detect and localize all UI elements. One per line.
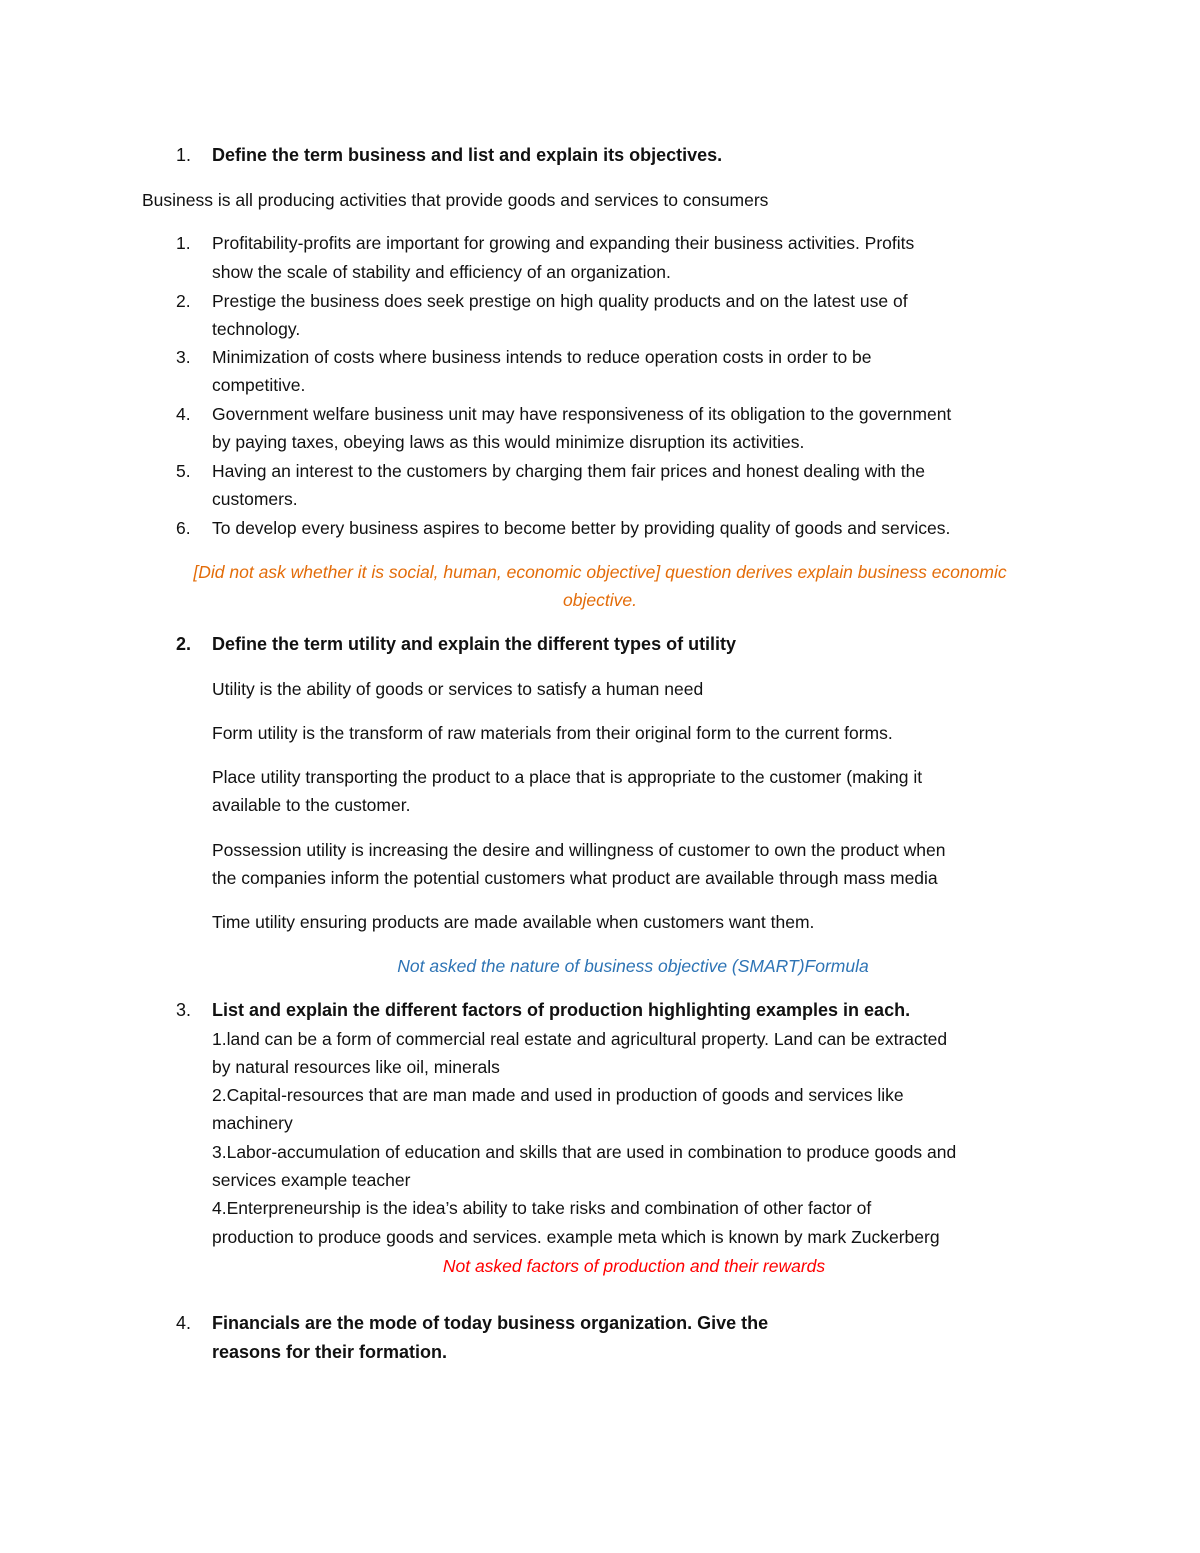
q3-line: services example teacher: [212, 1170, 411, 1190]
q1-objective-number: 3.: [176, 347, 191, 367]
q1-objective-line: competitive.: [212, 375, 306, 395]
q1-objective-number: 4.: [176, 404, 191, 424]
q1-objective-line: Minimization of costs where business intends to reduce operation costs in order to be: [212, 347, 872, 367]
q3-annotation: Not asked factors of production and their rewards: [442, 1256, 826, 1276]
q2-paragraph: Place utility transporting the product to a place that is appropriate to the customer (making it: [212, 767, 923, 787]
q1-objective-number: 1.: [176, 233, 191, 253]
q1-objective-number: 6.: [176, 518, 191, 538]
q1-objective-line: Prestige the business does seek prestige on high quality products and on the latest use of: [212, 291, 908, 311]
q1-objective-line: Having an interest to the customers by charging them fair prices and honest dealing with the: [212, 461, 926, 481]
q3-line: 2.Capital-resources that are man made and used in production of goods and services like: [212, 1085, 904, 1105]
q1-objective-number: 5.: [176, 461, 191, 481]
q2-paragraph: Possession utility is increasing the desire and willingness of customer to own the product when: [212, 840, 946, 860]
q3-line: production to produce goods and services. example meta which is known by mark Zuckerberg: [212, 1227, 940, 1247]
q2-paragraph: Time utility ensuring products are made available when customers want them.: [212, 912, 815, 932]
q3-number: 3.: [176, 1000, 192, 1020]
q2-paragraph: available to the customer.: [212, 795, 411, 815]
q1-objective-line: technology.: [212, 319, 301, 339]
q4-title: reasons for their formation.: [212, 1342, 448, 1362]
q3-line: machinery: [212, 1113, 293, 1133]
q1-objective-line: To develop every business aspires to become better by providing quality of goods and services.: [212, 518, 951, 538]
q1-objective-line: customers.: [212, 489, 298, 509]
q1-objective-number: 2.: [176, 291, 191, 311]
q1-objective-line: Government welfare business unit may have responsiveness of its obligation to the government: [212, 404, 952, 424]
q1-annotation: objective.: [563, 590, 637, 610]
q1-objective-line: Profitability-profits are important for growing and expanding their business activities. Profits: [212, 233, 915, 253]
q1-number: 1.: [176, 145, 192, 165]
q1-title: Define the term business and list and explain its objectives.: [212, 145, 723, 165]
q2-paragraph: the companies inform the potential customers what product are available through mass media: [212, 868, 938, 888]
q3-line: 1.land can be a form of commercial real estate and agricultural property. Land can be extracted: [212, 1029, 948, 1049]
q2-paragraph: Utility is the ability of goods or services to satisfy a human need: [212, 679, 704, 699]
q4-number: 4.: [176, 1313, 192, 1333]
q3-line: 4.Enterpreneurship is the idea’s ability to take risks and combination of other factor of: [212, 1198, 872, 1218]
q3-title: List and explain the different factors of production highlighting examples in each.: [212, 1000, 911, 1020]
q1-annotation: [Did not ask whether it is social, human, economic objective] question derives explain business economic: [193, 562, 1007, 582]
q2-title: Define the term utility and explain the different types of utility: [212, 634, 737, 654]
q1-definition: Business is all producing activities that provide goods and services to consumers: [142, 190, 769, 210]
q2-number: 2.: [176, 634, 192, 654]
q2-annotation: Not asked the nature of business objective (SMART)Formula: [397, 956, 869, 976]
q1-objective-line: show the scale of stability and efficiency of an organization.: [212, 262, 671, 282]
q4-title: Financials are the mode of today business organization. Give the: [212, 1313, 769, 1333]
q3-line: 3.Labor-accumulation of education and skills that are used in combination to produce goods and: [212, 1142, 957, 1162]
q2-paragraph: Form utility is the transform of raw materials from their original form to the current forms.: [212, 723, 893, 743]
q1-objective-line: by paying taxes, obeying laws as this would minimize disruption its activities.: [212, 432, 805, 452]
q3-line: by natural resources like oil, minerals: [212, 1057, 500, 1077]
